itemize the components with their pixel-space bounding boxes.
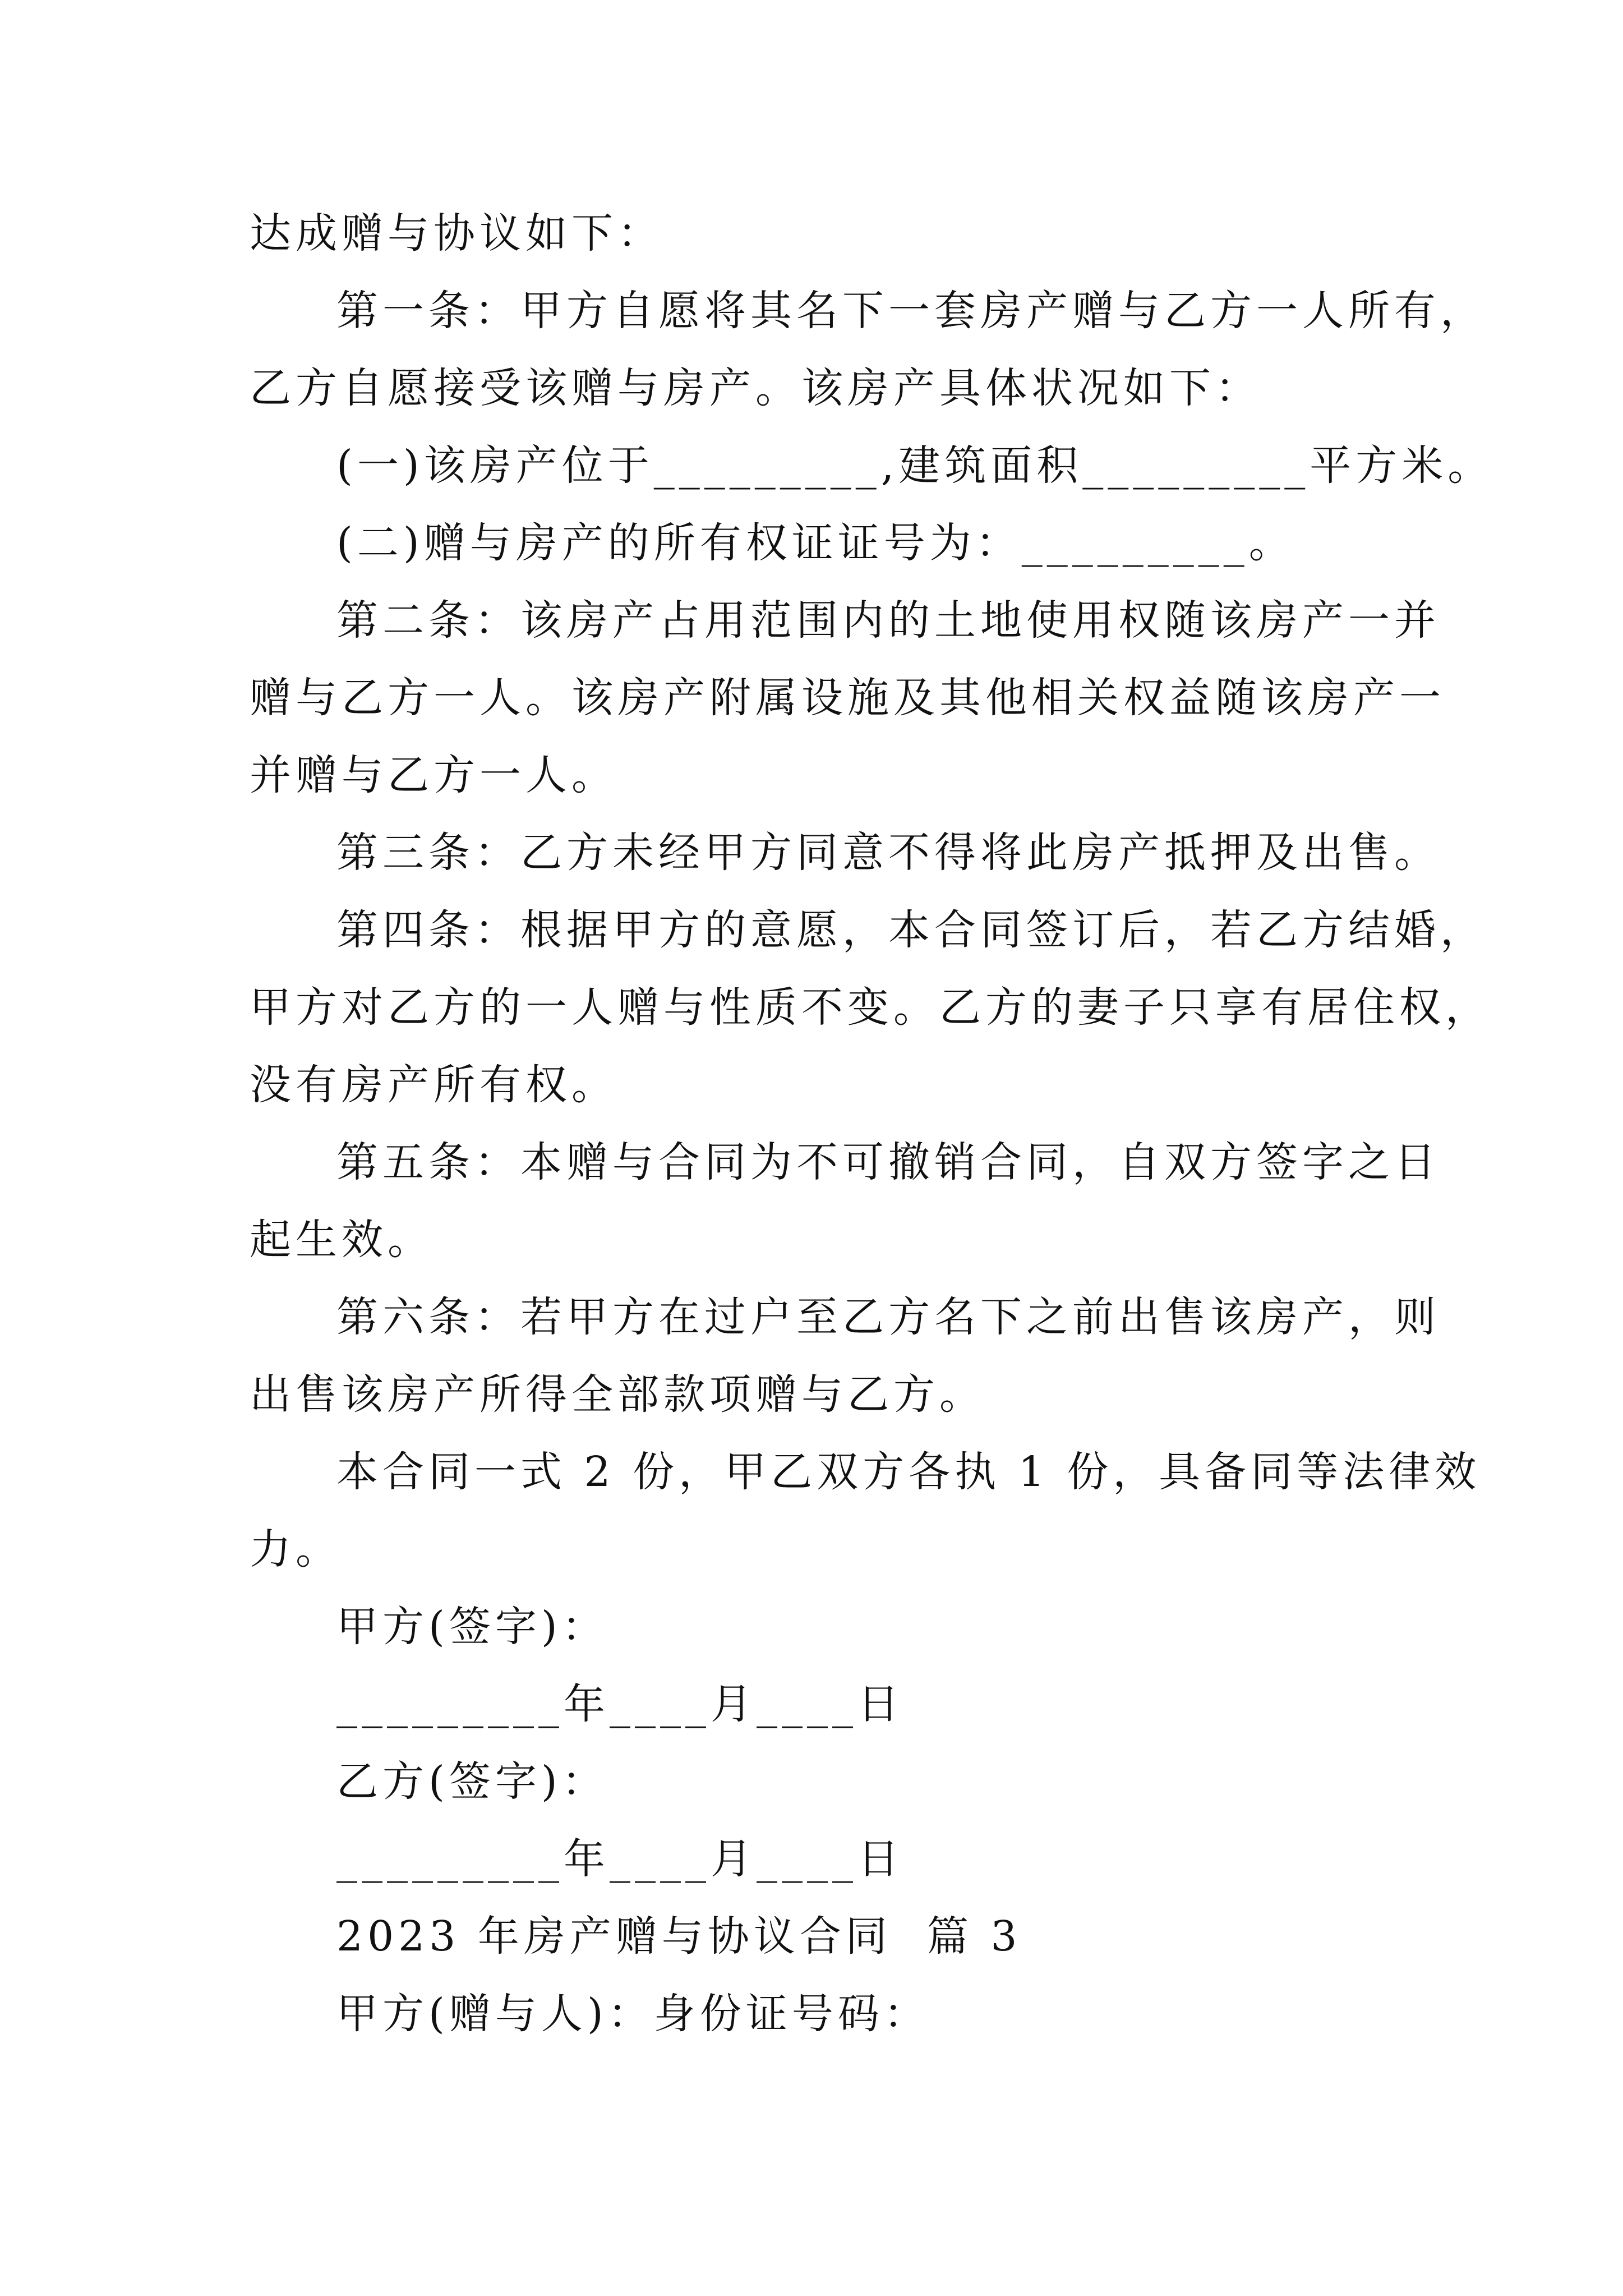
copies-line-1: 本合同一式 2 份，甲乙双方各执 1 份，具备同等法律效 — [336, 1448, 1481, 1496]
article-4-line-2: 甲方对乙方的一人赠与性质不变。乙方的妻子只享有居住权， — [250, 983, 1491, 1032]
party-a-signature: 甲方(签字)： — [336, 1603, 608, 1651]
party-b-signature: 乙方(签字)： — [336, 1757, 608, 1806]
party-a-date: _________年____月____日 — [336, 1680, 903, 1728]
article-4-line-3: 没有房产所有权。 — [250, 1061, 617, 1109]
article-2-line-1: 第二条：该房产占用范围内的土地使用权随该房产一并 — [336, 596, 1440, 645]
copies-line-2: 力。 — [250, 1525, 342, 1573]
article-6-line-2: 出售该房产所得全部款项赠与乙方。 — [250, 1370, 985, 1419]
party-b-date: _________年____月____日 — [336, 1835, 903, 1883]
article-5-line-1: 第五条：本赠与合同为不可撤销合同，自双方签字之日 — [336, 1138, 1440, 1186]
clause-1-1: (一)该房产位于_________,建筑面积_________平方米。 — [336, 441, 1494, 490]
article-2-line-2: 赠与乙方一人。该房产附属设施及其他相关权益随该房产一 — [250, 674, 1445, 722]
section-heading: 2023 年房产赠与协议合同 篇 3 — [336, 1912, 1022, 1961]
party-a-id-line: 甲方(赠与人)：身份证号码： — [336, 1990, 930, 2038]
article-3: 第三条：乙方未经甲方同意不得将此房产抵押及出售。 — [336, 829, 1440, 877]
article-5-line-2: 起生效。 — [250, 1216, 434, 1264]
article-1-line-2: 乙方自愿接受该赠与房产。该房产具体状况如下： — [250, 364, 1261, 412]
article-6-line-1: 第六条：若甲方在过户至乙方名下之前出售该房产，则 — [336, 1293, 1440, 1341]
text-line-1: 达成赠与协议如下： — [250, 209, 663, 257]
article-4-line-1: 第四条：根据甲方的意愿，本合同签订后，若乙方结婚， — [336, 906, 1486, 954]
article-2-line-3: 并赠与乙方一人。 — [250, 751, 617, 799]
article-1-line-1: 第一条：甲方自愿将其名下一套房产赠与乙方一人所有， — [336, 287, 1486, 335]
clause-1-2: (二)赠与房产的所有权证证号为：_________。 — [336, 519, 1295, 567]
